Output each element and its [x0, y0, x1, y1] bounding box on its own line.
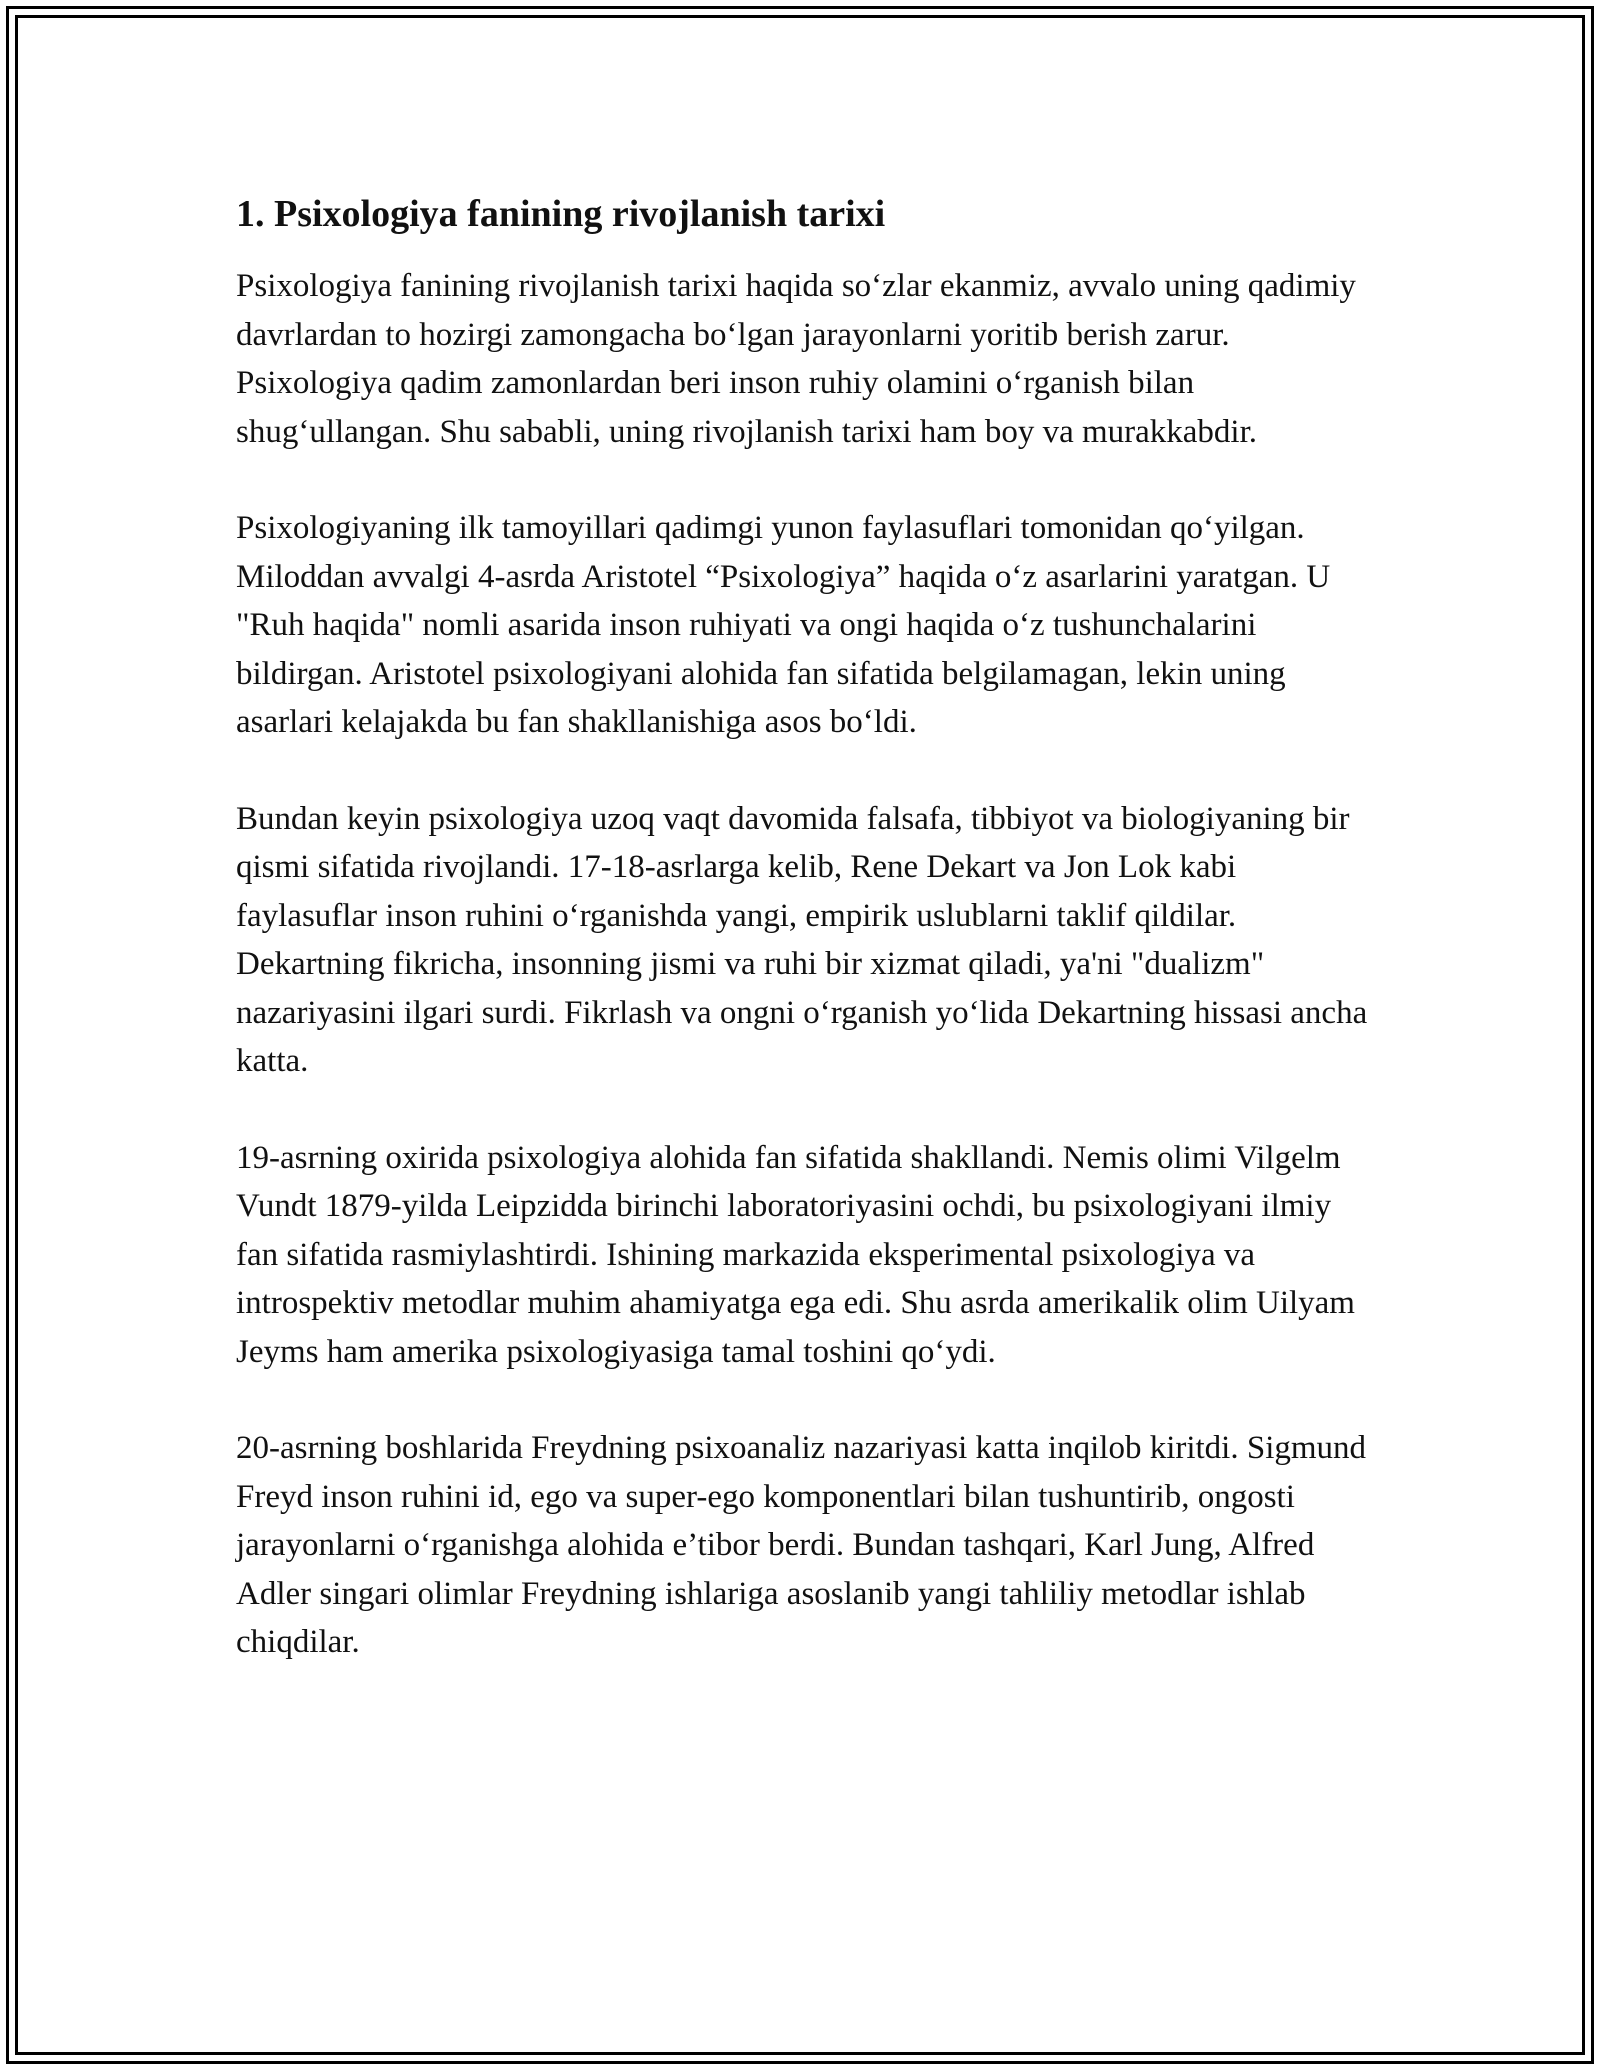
paragraph-4: 19-asrning oxirida psixologiya alohida fan sifatida shakllandi. Nemis olimi Vilgelm Vundt 1879-yilda Leipzidda birinchi laboratoriyasini ochdi, bu psixologiyani ilmiy fan sifatida rasmiylashtirdi. Ishining markazida eksperimental psixologiya va introspektiv metodlar muhim ahamiyatga ega edi. Shu asrda amerikalik olim Uilyam Jeyms ham amerika psixologiyasiga tamal toshini qo‘ydi.	[236, 1139, 1355, 1370]
section-heading: 1. Psixologiya fanining rivojlanish tarixi	[236, 193, 886, 235]
paragraph-2: Psixologiyaning ilk tamoyillari qadimgi yunon faylasuflari tomonidan qo‘yilgan. Miloddan avvalgi 4-asrda Aristotel “Psixologiya” haqida o‘z asarlarini yaratgan. U "Ruh haqida" nomli asarida inson ruhiyati va ongi haqida o‘z tushunchalarini bildirgan. Aristotel psixologiyani alohida fan sifatida belgilamagan, lekin uning asarlari kelajakda bu fan shakllanishiga asos bo‘ldi.	[236, 510, 1331, 740]
document-body	[236, 186, 1376, 1715]
paragraph-5: 20-asrning boshlarida Freydning psixoanaliz nazariyasi katta inqilob kiritdi. Sigmund Freyd inson ruhini id, ego va super-ego komponentlari bilan tushuntirib, ongosti jarayonlarni o‘rganishga alohida e’tibor berdi. Bundan tashqari, Karl Jung, Alfred Adler singari olimlar Freydning ishlariga asoslanib yangi tahliliy metodlar ishlab chiqdilar.	[236, 1430, 1367, 1660]
paragraph-1: Psixologiya fanining rivojlanish tarixi haqida so‘zlar ekanmiz, avvalo uning qadimiy davrlardan to hozirgi zamongacha bo‘lgan jarayonlarni yoritib berish zarur. Psixologiya qadim zamonlardan beri inson ruhiy olamini o‘rganish bilan shug‘ullangan. Shu sababli, uning rivojlanish tarixi ham boy va murakkabdir.	[236, 268, 1356, 450]
paragraph-3: Bundan keyin psixologiya uzoq vaqt davomida falsafa, tibbiyot va biologiyaning bir qismi sifatida rivojlandi. 17-18-asrlarga kelib, Rene Dekart va Jon Lok kabi faylasuflar inson ruhini o‘rganishda yangi, empirik uslublarni taklif qildilar. Dekartning fikricha, insonning jismi va ruhi bir xizmat qiladi, ya'ni "dualizm" nazariyasini ilgari surdi. Fikrlash va ongni o‘rganish yo‘lida Dekartning hissasi ancha katta.	[236, 800, 1368, 1079]
